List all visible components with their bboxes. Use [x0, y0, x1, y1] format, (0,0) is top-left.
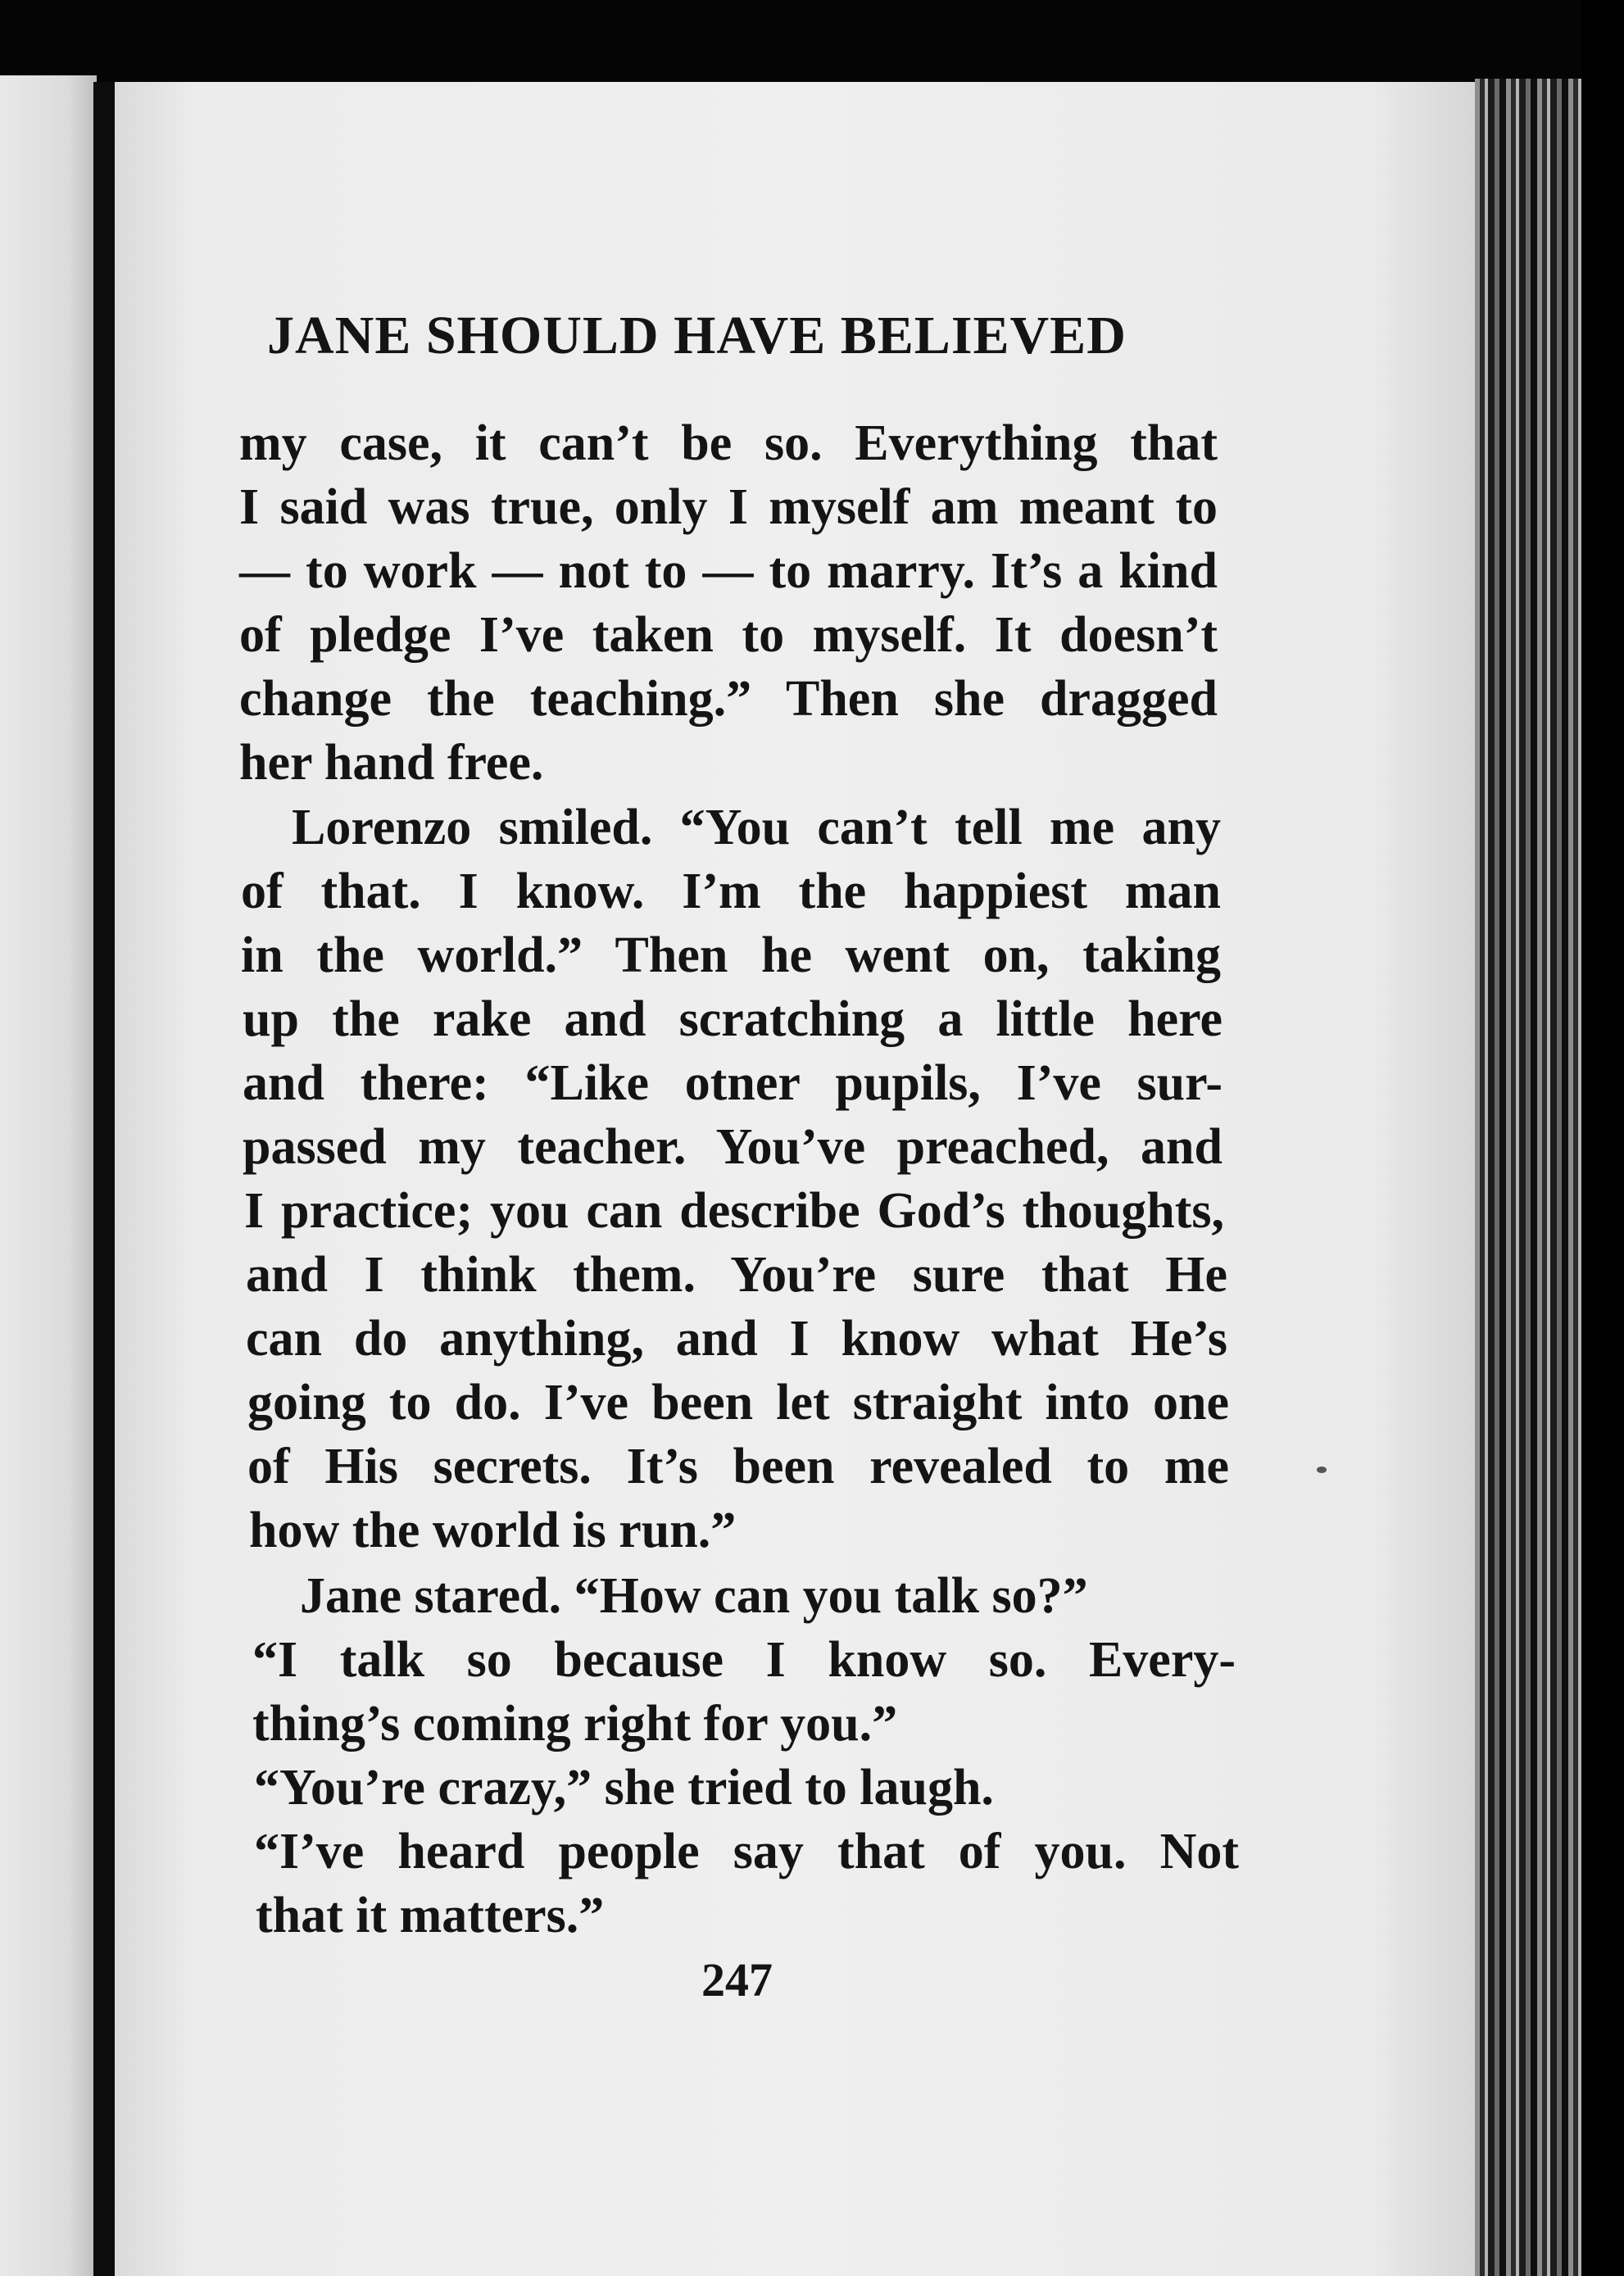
text-line: of that. I know. I’m the happiest man [241, 864, 1221, 919]
text-line: that it matters.” [256, 1888, 605, 1943]
text-line: I practice; you can describe God’s thoughts, [244, 1183, 1224, 1239]
scan-border [1581, 0, 1624, 2276]
text-line: “You’re crazy,” she tried to laugh. [254, 1760, 994, 1816]
page-edges [1475, 79, 1581, 2276]
text-line: and I think them. You’re sure that He [246, 1247, 1227, 1303]
gutter-shadow [93, 82, 115, 2276]
text-line: thing’s coming right for you.” [252, 1696, 898, 1752]
text-line: her hand free. [239, 735, 544, 791]
facing-page-edge [0, 75, 97, 2276]
running-head: JANE SHOULD HAVE BELIEVED [267, 306, 1127, 365]
page-number: 247 [701, 1953, 773, 2006]
text-line: I said was true, only I myself am meant to [239, 479, 1218, 535]
text-line: Lorenzo smiled. “You can’t tell me any [292, 800, 1221, 855]
text-line: of pledge I’ve taken to myself. It doesn’t [239, 607, 1218, 663]
text-line: passed my teacher. You’ve preached, and [243, 1119, 1223, 1175]
text-line: — to work — not to — to marry. It’s a kind [239, 543, 1218, 599]
text-line: “I talk so because I know so. Every- [252, 1632, 1236, 1688]
dust-speck [1317, 1467, 1327, 1473]
text-line: how the world is run.” [249, 1503, 737, 1558]
text-line: in the world.” Then he went on, taking [241, 927, 1221, 983]
text-line: of His secrets. It’s been revealed to me [247, 1439, 1229, 1494]
text-line: Jane stared. “How can you talk so?” [300, 1568, 1088, 1624]
text-line: up the rake and scratching a little here [243, 991, 1223, 1047]
text-line: my case, it can’t be so. Everything that [239, 415, 1218, 471]
text-line: and there: “Like otner pupils, I’ve sur- [243, 1055, 1223, 1111]
text-line: going to do. I’ve been let straight into one [247, 1375, 1229, 1430]
text-line: can do anything, and I know what He’s [246, 1311, 1227, 1367]
book-page [115, 82, 1481, 2276]
text-line: “I’ve heard people say that of you. Not [254, 1824, 1239, 1879]
text-line: change the teaching.” Then she dragged [239, 671, 1218, 727]
